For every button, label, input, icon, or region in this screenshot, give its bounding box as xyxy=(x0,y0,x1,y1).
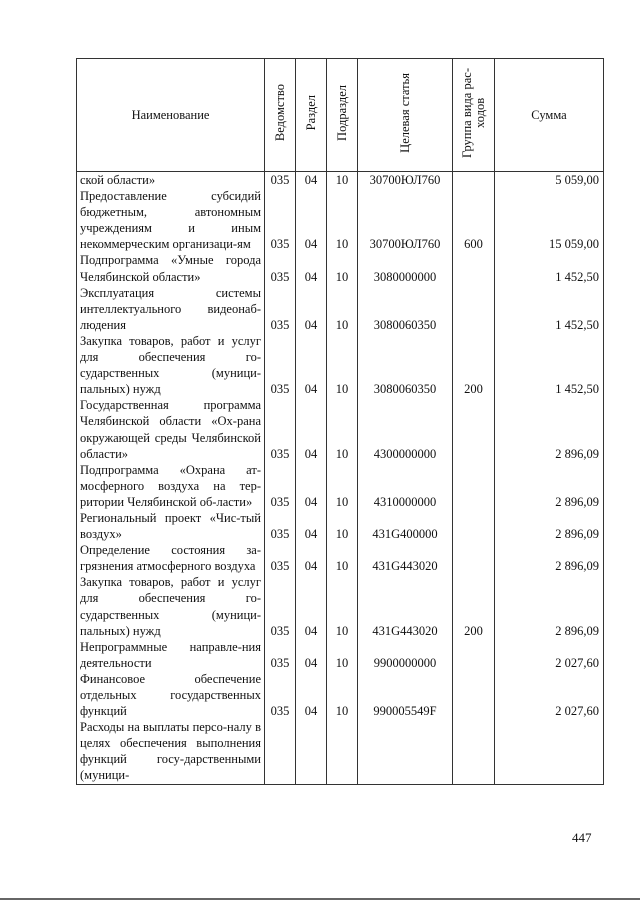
row-tselevaya-statya: 3080000000 xyxy=(358,252,453,284)
row-summa: 2 896,09 xyxy=(495,574,604,638)
table-row xyxy=(77,639,604,671)
row-gruppa xyxy=(453,671,495,719)
row-podrazdel: 10 xyxy=(327,252,358,284)
row-gruppa xyxy=(453,542,495,574)
row-tselevaya-statya: 3080060350 xyxy=(358,285,453,333)
table-row xyxy=(77,397,604,461)
row-tselevaya-statya: 30700ЮЛ760 xyxy=(358,188,453,252)
row-name: Финансовое обеспечение отдельных государственных функций xyxy=(77,671,265,719)
row-summa: 2 896,09 xyxy=(495,510,604,542)
row-podrazdel: 10 xyxy=(327,462,358,510)
row-summa: 2 027,60 xyxy=(495,639,604,671)
table-header-row xyxy=(77,59,604,172)
row-razdel: 04 xyxy=(296,639,327,671)
budget-table xyxy=(76,58,604,785)
header-gruppa-vida-raskhodov: Группа вида рас- ходов xyxy=(459,68,487,158)
row-podrazdel: 10 xyxy=(327,172,358,189)
row-name: Региональный проект «Чис-тый воздух» xyxy=(77,510,265,542)
row-vedomstvo: 035 xyxy=(265,397,296,461)
row-vedomstvo: 035 xyxy=(265,188,296,252)
row-razdel: 04 xyxy=(296,188,327,252)
row-name: Закупка товаров, работ и услуг для обеспечения го-сударственных (муници-пальных) нужд xyxy=(77,333,265,397)
row-gruppa xyxy=(453,510,495,542)
row-razdel: 04 xyxy=(296,285,327,333)
row-podrazdel: 10 xyxy=(327,333,358,397)
header-razdel: Раздел xyxy=(303,95,318,131)
row-tselevaya-statya: 30700ЮЛ760 xyxy=(358,172,453,189)
header-vedomstvo: Ведомство xyxy=(272,84,287,142)
table-row xyxy=(77,510,604,542)
row-gruppa: 600 xyxy=(453,188,495,252)
row-razdel: 04 xyxy=(296,397,327,461)
row-gruppa: 200 xyxy=(453,333,495,397)
row-gruppa: 200 xyxy=(453,574,495,638)
row-name: ской области» xyxy=(77,172,265,189)
row-summa xyxy=(495,719,604,784)
row-tselevaya-statya: 431G400000 xyxy=(358,510,453,542)
row-razdel: 04 xyxy=(296,510,327,542)
table-body xyxy=(77,172,604,785)
row-razdel: 04 xyxy=(296,172,327,189)
row-tselevaya-statya: 4310000000 xyxy=(358,462,453,510)
row-podrazdel: 10 xyxy=(327,542,358,574)
header-name: Наименование xyxy=(77,59,265,172)
row-razdel xyxy=(296,719,327,784)
table-row xyxy=(77,172,604,189)
row-tselevaya-statya: 431G443020 xyxy=(358,574,453,638)
row-gruppa xyxy=(453,285,495,333)
row-razdel: 04 xyxy=(296,574,327,638)
table-row xyxy=(77,188,604,252)
row-name: Закупка товаров, работ и услуг для обеспечения го-сударственных (муници-пальных) нужд xyxy=(77,574,265,638)
row-gruppa xyxy=(453,172,495,189)
row-name: Подпрограмма «Охрана ат-мосферного воздуха на тер-ритории Челябинской об-ласти» xyxy=(77,462,265,510)
table-row xyxy=(77,671,604,719)
row-name: Непрограммные направле-ния деятельности xyxy=(77,639,265,671)
row-summa: 2 027,60 xyxy=(495,671,604,719)
row-name: Предоставление субсидий бюджетным, автономным учреждениям и иным некоммерческим организаци-ям xyxy=(77,188,265,252)
row-vedomstvo: 035 xyxy=(265,639,296,671)
row-tselevaya-statya: 431G443020 xyxy=(358,542,453,574)
row-podrazdel: 10 xyxy=(327,188,358,252)
row-summa: 15 059,00 xyxy=(495,188,604,252)
page-bottom-rule xyxy=(0,898,640,900)
row-podrazdel: 10 xyxy=(327,285,358,333)
row-name: Эксплуатация системы интеллектуального видеонаб-людения xyxy=(77,285,265,333)
row-vedomstvo: 035 xyxy=(265,542,296,574)
row-vedomstvo: 035 xyxy=(265,574,296,638)
row-tselevaya-statya: 9900000000 xyxy=(358,639,453,671)
row-vedomstvo: 035 xyxy=(265,671,296,719)
row-razdel: 04 xyxy=(296,671,327,719)
table-row xyxy=(77,333,604,397)
row-vedomstvo xyxy=(265,719,296,784)
row-name: Расходы на выплаты персо-налу в целях обеспечения выполнения функций госу-дарственными (муници- xyxy=(77,719,265,784)
table-row xyxy=(77,462,604,510)
row-tselevaya-statya xyxy=(358,719,453,784)
row-summa: 5 059,00 xyxy=(495,172,604,189)
row-tselevaya-statya: 990005549F xyxy=(358,671,453,719)
row-podrazdel: 10 xyxy=(327,671,358,719)
table-row xyxy=(77,542,604,574)
header-podrazdel: Подраздел xyxy=(334,85,349,141)
row-razdel: 04 xyxy=(296,333,327,397)
header-summa: Сумма xyxy=(495,59,604,172)
row-summa: 2 896,09 xyxy=(495,397,604,461)
row-gruppa xyxy=(453,719,495,784)
row-tselevaya-statya: 4300000000 xyxy=(358,397,453,461)
page-number: 447 xyxy=(572,830,592,845)
row-podrazdel: 10 xyxy=(327,397,358,461)
row-razdel: 04 xyxy=(296,252,327,284)
table-row xyxy=(77,285,604,333)
row-vedomstvo: 035 xyxy=(265,285,296,333)
row-gruppa xyxy=(453,462,495,510)
row-name: Определение состояния за-грязнения атмосферного воздуха xyxy=(77,542,265,574)
row-vedomstvo: 035 xyxy=(265,252,296,284)
row-vedomstvo: 035 xyxy=(265,172,296,189)
row-podrazdel: 10 xyxy=(327,639,358,671)
row-summa: 2 896,09 xyxy=(495,462,604,510)
row-vedomstvo: 035 xyxy=(265,333,296,397)
table-row xyxy=(77,719,604,784)
row-razdel: 04 xyxy=(296,542,327,574)
row-name: Подпрограмма «Умные города Челябинской области» xyxy=(77,252,265,284)
row-summa: 1 452,50 xyxy=(495,285,604,333)
row-podrazdel xyxy=(327,719,358,784)
row-razdel: 04 xyxy=(296,462,327,510)
header-tselevaya-statya: Целевая статья xyxy=(397,73,412,153)
row-summa: 1 452,50 xyxy=(495,333,604,397)
row-vedomstvo: 035 xyxy=(265,462,296,510)
row-name: Государственная программа Челябинской области «Ох-рана окружающей среды Челябинской области» xyxy=(77,397,265,461)
row-podrazdel: 10 xyxy=(327,574,358,638)
row-tselevaya-statya: 3080060350 xyxy=(358,333,453,397)
row-gruppa xyxy=(453,397,495,461)
row-vedomstvo: 035 xyxy=(265,510,296,542)
row-gruppa xyxy=(453,252,495,284)
table-row xyxy=(77,574,604,638)
table-row xyxy=(77,252,604,284)
row-gruppa xyxy=(453,639,495,671)
row-summa: 1 452,50 xyxy=(495,252,604,284)
row-summa: 2 896,09 xyxy=(495,542,604,574)
row-podrazdel: 10 xyxy=(327,510,358,542)
